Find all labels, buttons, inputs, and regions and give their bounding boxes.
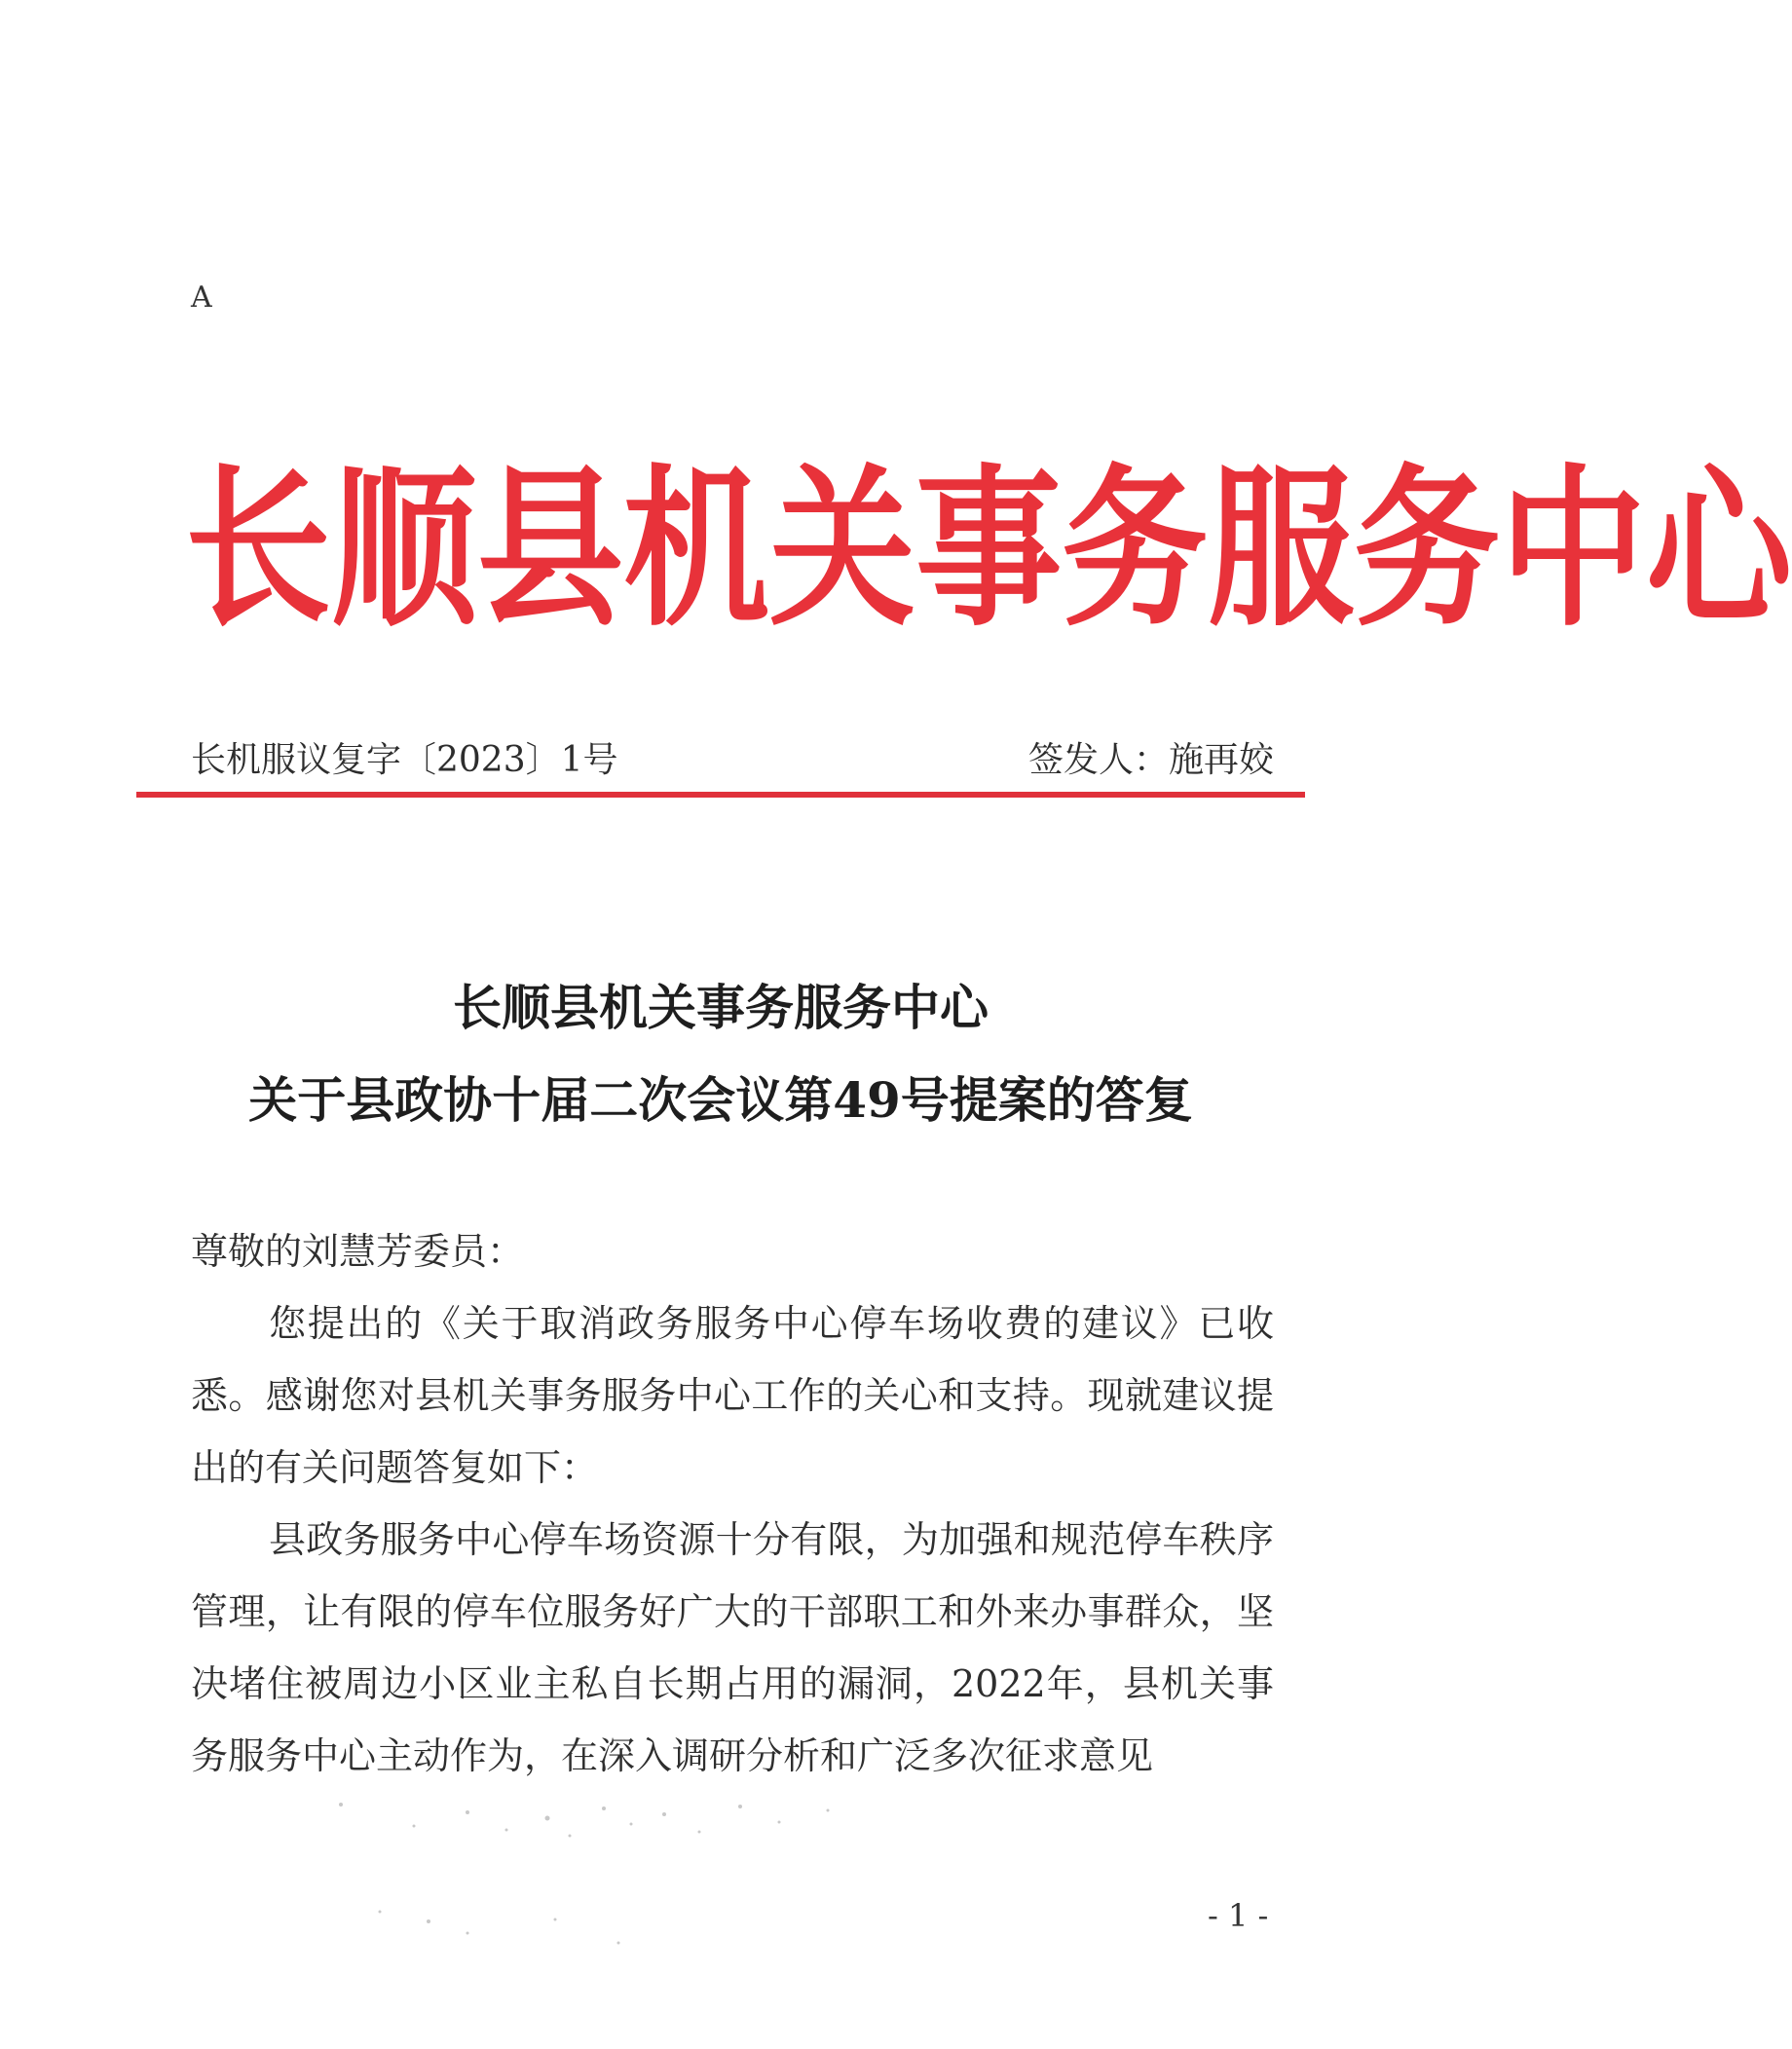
masthead-title: [185, 448, 1792, 652]
signer: 签发人：施再姣: [1027, 739, 1274, 780]
document-title-line2: 关于县政协十届二次会议第49号提案的答复: [248, 1071, 1193, 1129]
salutation: 尊敬的刘慧芳委员：: [191, 1230, 525, 1273]
masthead-char: 服: [1208, 450, 1355, 651]
body-paragraph-1: 您提出的《关于取消政务服务中心停车场收费的建议》已收悉。感谢您对县机关事务服务中心工作的关心和支持。现就建议提出的有关问题答复如下：: [191, 1302, 1274, 1489]
document-number: 长机服议复字〔2023〕1号: [191, 739, 618, 780]
masthead-char: 县: [477, 450, 624, 651]
masthead-char: 事: [915, 450, 1063, 651]
masthead-char: 心: [1646, 450, 1792, 651]
body-paragraph-2: 县政务服务中心停车场资源十分有限，为加强和规范停车秩序管理，让有限的停车位服务好广大的干部职工和外来办事群众，坚决堵住被周边小区业主私自长期占用的漏洞，2022年，县机关事务服务中心主动作为，在深入调研分析和广泛多次征求意见: [191, 1518, 1274, 1777]
masthead-char: 机: [623, 450, 770, 651]
masthead-char: 中: [1500, 450, 1647, 651]
document-meta-line: [191, 732, 1274, 781]
masthead-char: 关: [769, 450, 916, 651]
scan-noise-specks: [321, 1797, 867, 1953]
corner-mark: A: [191, 280, 212, 315]
page-number: - 1 -: [1208, 1897, 1269, 1934]
document-title-line1: 长顺县机关事务服务中心: [453, 979, 989, 1036]
red-separator-rule: [136, 792, 1305, 798]
masthead-char: 顺: [331, 450, 478, 651]
masthead-char: 长: [185, 450, 332, 651]
masthead-char: 务: [1354, 450, 1501, 651]
masthead-char: 务: [1062, 450, 1209, 651]
